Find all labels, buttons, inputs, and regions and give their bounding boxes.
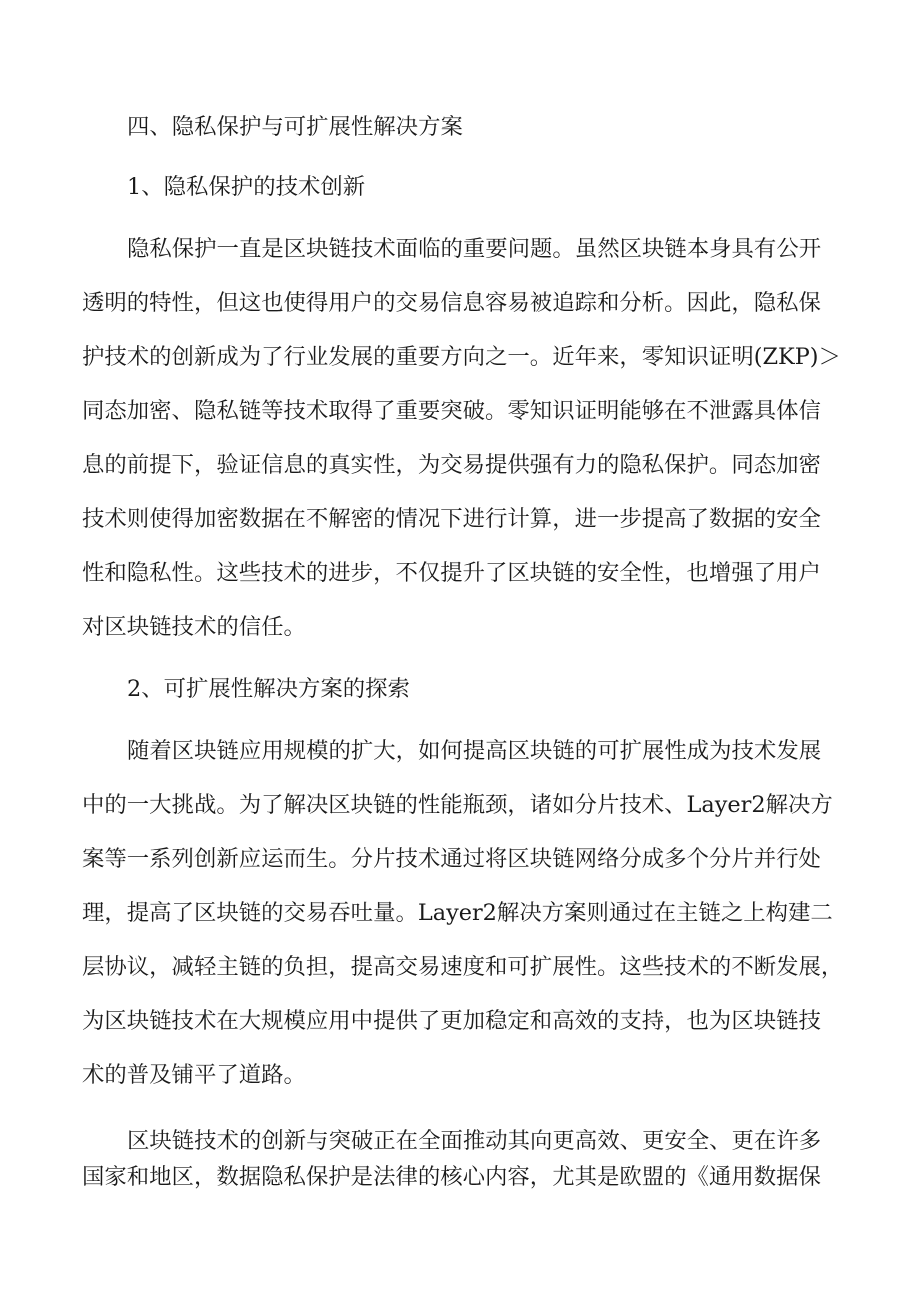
paragraph-line: 技术则使得加密数据在不解密的情况下进行计算，进一步提高了数据的安全 (82, 506, 821, 532)
paragraph-line: 性和隐私性。这些技术的进步，不仅提升了区块链的安全性，也增强了用户 (82, 560, 821, 586)
paragraph-line: 息的前提下，验证信息的真实性，为交易提供强有力的隐私保护。同态加密 (82, 452, 821, 478)
paragraph-line: 透明的特性，但这也使得用户的交易信息容易被追踪和分析。因此，隐私保 (82, 290, 821, 316)
paragraph-line: 隐私保护一直是区块链技术面临的重要问题。虽然区块链本身具有公开 (127, 236, 822, 262)
paragraph-line: 为区块链技术在大规模应用中提供了更加稳定和高效的支持，也为区块链技 (82, 1008, 821, 1034)
paragraph-line: 理，提高了区块链的交易吞吐量。Layer2解决方案则通过在主链之上构建二 (82, 900, 833, 926)
paragraph-line: 护技术的创新成为了行业发展的重要方向之一。近年来，零知识证明(ZKP)＞ (82, 344, 841, 370)
paragraph-line: 同态加密、隐私链等技术取得了重要突破。零知识证明能够在不泄露具体信 (82, 398, 821, 424)
paragraph-line: 区块链技术的创新与突破正在全面推动其向更高效、更安全、更在许多 (127, 1128, 822, 1154)
subsection-title-scalability: 2、可扩展性解决方案的探索 (127, 676, 410, 702)
paragraph-line: 术的普及铺平了道路。 (82, 1062, 306, 1088)
paragraph-line: 对区块链技术的信任。 (82, 614, 306, 640)
subsection-title-privacy: 1、隐私保护的技术创新 (127, 174, 366, 200)
paragraph-line: 国家和地区，数据隐私保护是法律的核心内容，尤其是欧盟的《通用数据保 (82, 1164, 821, 1190)
paragraph-line: 中的一大挑战。为了解决区块链的性能瓶颈，诸如分片技术、Layer2解决方 (82, 792, 833, 818)
paragraph-line: 案等一系列创新应运而生。分片技术通过将区块链网络分成多个分片并行处 (82, 846, 821, 872)
paragraph-line: 随着区块链应用规模的扩大，如何提高区块链的可扩展性成为技术发展 (127, 738, 822, 764)
paragraph-line: 层协议，减轻主链的负担，提高交易速度和可扩展性。这些技术的不断发展， (82, 954, 844, 980)
section-title: 四、隐私保护与可扩展性解决方案 (127, 114, 463, 140)
